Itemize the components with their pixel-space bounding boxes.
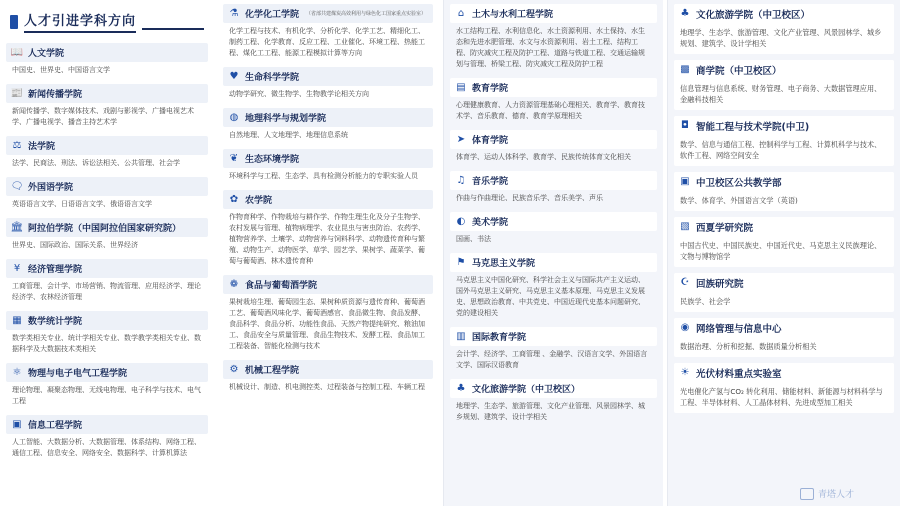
page-title [6,4,208,39]
college-header [223,149,433,168]
college-subtitle: （省部共建煤炭高效利用与绿色化工国家重点实验室） [306,11,427,17]
dna-icon: ♥ [229,70,239,82]
college-section [223,108,433,143]
college-disciplines: 光电催化产氢与CO₂ 转化利用、储能材料、新能源与材料科学与工程、半导体材料、人工晶体材料、先进成型加工相关 [680,387,883,407]
watermark-logo-icon [800,488,814,500]
college-header [6,415,208,434]
leaf-icon: ❦ [229,152,239,164]
college-header [674,318,894,338]
college-name: 教育学院 [472,84,509,94]
college-disciplines: 民族学、社会学 [680,297,731,306]
watermark-text: 青塔人才 [817,490,854,500]
college-section [674,363,894,413]
college-header [6,259,208,278]
college-header [450,130,657,149]
college-header [450,4,657,23]
college-name: 阿拉伯学院（中国阿拉伯国家研究院） [28,224,182,234]
college-name: 外国语学院 [28,183,74,193]
college-section [6,84,208,130]
college-disciplines: 体育学、运动人体科学、教育学、民族传统体育文化相关 [456,153,631,161]
college-header [6,218,208,237]
column-3 [443,0,663,506]
college-name: 文化旅游学院（中卫校区） [472,385,581,395]
college-disciplines: 机械设计、制造、机电测控类、过程装备与控制工程、车辆工程 [229,383,425,391]
music-icon: ♫ [456,174,466,186]
college-disciplines: 化学工程与技术、有机化学、分析化学、化学工艺、精细化工、制药工程、化学教育、反应工程、工业催化、环境工程、热能工程、煤化工工程、能源工程模拟计算等方向 [229,27,425,57]
college-section [223,360,433,395]
college-header [6,363,208,382]
college-name: 文化旅游学院（中卫校区） [696,10,811,21]
college-disciplines: 新闻传播学、数字媒体技术、戏剧与影视学、广播电视艺术学、广播电视学、播音主持艺术学 [12,107,194,126]
bridge-icon: ⌂ [457,7,465,19]
title-underline [142,28,204,30]
college-disciplines: 数学类相关专业、统计学相关专业、数学教学类相关专业、数据科学及大数据技术类相关 [12,334,201,353]
college-section [450,78,657,124]
college-header [223,67,433,86]
college-section [674,172,894,211]
college-disciplines: 马克思主义中国化研究、科学社会主义与国际共产主义运动、国外马克思主义研究、马克思主义基本原理、马克思主义发展史、思想政治教育、中共党史、中国近现代史基本问题研究、党的建设相关 [456,276,645,317]
college-name: 体育学院 [472,136,509,146]
college-name: 食品与葡萄酒学院 [245,281,318,291]
college-section [674,217,894,267]
college-disciplines: 英语语言文学、日语语言文学、俄语语言文学 [12,200,152,208]
college-section [450,253,657,321]
college-header [450,253,657,272]
college-disciplines: 人工智能、大数据分析、大数据管理、体系结构、网络工程、通信工程、信息安全、网络安全、数据科学、计算机算法 [12,438,201,457]
college-name: 商学院（中卫校区） [696,66,782,77]
globe-icon: ◍ [229,111,239,123]
college-name: 化学化工学院 [245,10,300,20]
college-disciplines: 作物育种学、作物栽培与耕作学、作物生理生化及分子生物学、农村发展与管理、植物病理学、农业昆虫与害虫防治、农药学、植物营养学、土壤学、动物营养与饲料科学、动物遗传育种与繁殖、动物生产、动物医学、草学、园艺学、果树学、蔬菜学、葡萄与葡萄酒、林木遗传育种 [229,213,425,265]
grape-icon: ❁ [229,278,239,290]
college-section [450,212,657,247]
college-header [674,363,894,383]
college-section [6,259,208,305]
college-header [6,136,208,155]
column-2 [217,0,439,506]
college-disciplines: 作曲与作曲理论、民族音乐学、音乐美学、声乐 [456,194,603,202]
newspaper-icon: 📰 [10,87,24,99]
college-header [450,212,657,231]
college-disciplines: 动物学研究、微生物学、生物教学论相关方向 [229,90,369,98]
college-section [450,327,657,373]
scroll-icon: ▧ [680,221,690,232]
college-section [6,311,208,357]
college-section [674,318,894,357]
college-section [450,4,657,72]
college-header [450,327,657,346]
college-disciplines: 数学、信息与通信工程、控制科学与工程、计算机科学与技术、软件工程、网络空间安全 [680,140,882,160]
college-header [6,311,208,330]
college-disciplines: 地理学、生态学、旅游管理、文化产业管理、风景园林学、城乡规划、建筑学、设计学相关 [456,402,645,421]
college-name: 生命科学学院 [245,73,300,83]
calculator-icon: ▦ [12,314,22,326]
college-header [6,177,208,196]
palm-icon: ♣ [680,8,690,19]
college-disciplines: 心理健康教育、人力资源管理基础心理相关、教育学、教育技术学、音乐教育、德育、教育学原理相关 [456,101,645,120]
flag-icon: ⚑ [456,256,466,268]
college-section [450,130,657,165]
gavel-icon: ⚖ [12,139,22,151]
college-header [450,78,657,97]
atom-icon: ⚛ [12,366,22,378]
college-name: 机械工程学院 [245,366,300,376]
college-name: 中卫校区公共教学部 [696,178,782,189]
college-header [223,275,433,294]
college-disciplines: 果树栽培生理、葡萄园生态、果树种质资源与遗传育种、葡萄酒工艺、葡萄酒风味化学、葡萄酒感官、食品微生物、食品发酵、食品科学、食品分析、功能性食品、天然产物提纯研究、粮油加工、食品安全与质量管理、食品生物技术、发酵工程、食品加工工程装备、智能化检测与技术 [229,298,425,350]
college-disciplines: 法学、民商法、刑法、诉讼法相关、公共管理、社会学 [12,159,180,167]
college-name: 地理科学与规划学院 [245,114,327,124]
college-header [223,108,433,127]
college-header [674,60,894,80]
college-name: 信息工程学院 [28,421,83,431]
college-disciplines: 理论物理、凝聚态物理、无线电物理、电子科学与技术、电气工程 [12,386,201,405]
college-header [674,172,894,192]
gear-icon: ⚙ [229,363,239,375]
school-icon: ▣ [680,176,690,187]
college-disciplines: 国画、书法 [456,235,491,243]
college-disciplines: 地理学、生态学、旅游管理、文化产业管理、风景园林学、城乡规划、建筑学、设计学相关 [680,28,882,48]
college-disciplines: 中国古代史、中国民族史、中国近代史、马克思主义民族理论、文物与博物馆学 [680,241,882,261]
coin-icon: ¥ [13,262,21,274]
college-name: 人文学院 [28,49,65,59]
college-section [6,415,208,461]
column-4 [667,0,900,506]
college-section [6,177,208,212]
language-icon: 🗨 [10,180,24,192]
title-marker-icon [10,15,18,29]
network-icon: ◉ [680,322,690,333]
college-name: 生态环境学院 [245,155,300,165]
college-section [6,363,208,409]
college-header [6,43,208,62]
college-name: 农学院 [245,196,273,206]
college-name: 土木与水利工程学院 [472,10,554,20]
college-section [6,218,208,253]
college-section [223,190,433,269]
college-name: 国际教育学院 [472,333,527,343]
college-section [450,379,657,425]
college-section [674,60,894,110]
college-section [6,43,208,78]
college-disciplines: 数学、体育学、外国语言文学（英语) [680,196,798,205]
college-name: 法学院 [28,142,56,152]
college-header [450,171,657,190]
college-disciplines: 信息管理与信息系统、财务管理、电子商务、大数据管理应用、金融科技相关 [680,84,882,104]
runner-icon: ➤ [456,133,466,145]
column-3-list [450,4,657,425]
college-name: 光伏材料重点实验室 [696,369,782,380]
book-icon: 📖 [10,46,24,58]
solar-icon: ☀ [680,367,690,378]
college-disciplines: 自然地理、人文地理学、地理信息系统 [229,131,348,139]
college-section [223,275,433,354]
college-header [223,360,433,379]
college-name: 美术学院 [472,218,509,228]
college-name: 马克思主义学院 [472,259,536,269]
robot-icon: ◘ [681,120,689,131]
building-icon: 🏛 [10,221,24,233]
college-disciplines: 数据治理、分析和挖掘、数据质量分析相关 [680,342,817,351]
college-section [674,4,894,54]
college-section [6,136,208,171]
college-name: 新闻传播学院 [28,90,83,100]
sprout-icon: ✿ [229,193,239,205]
college-section [674,273,894,312]
college-header [223,190,433,209]
college-section [223,67,433,102]
college-name: 音乐学院 [472,177,509,187]
college-name: 智能工程与技术学院(中卫) [696,122,810,133]
college-name: 物理与电子电气工程学院 [28,369,128,379]
column-1 [0,0,214,506]
flask-icon: ⚗ [229,7,239,19]
column-1-list [6,43,208,461]
college-header [674,273,894,293]
college-section [674,116,894,166]
college-disciplines: 环境科学与工程、生态学、具有检测分析能力的专职实验人员 [229,172,418,180]
shop-icon: ▩ [680,64,690,75]
college-name: 网络管理与信息中心 [696,324,782,335]
college-header [674,217,894,237]
watermark [800,487,854,500]
college-disciplines: 世界史、国际政治、国际关系、世界经济 [12,241,138,249]
college-section [450,171,657,206]
mosque-icon: ☪ [680,277,690,288]
palm-icon: ♣ [456,382,466,394]
column-4-list [674,4,894,413]
college-header [674,4,894,24]
college-header [6,84,208,103]
column-2-list [223,4,433,395]
college-disciplines: 工商管理、会计学、市场营销、物流管理、应用经济学、理论经济学、农林经济管理 [12,282,201,301]
college-name: 数学统计学院 [28,317,83,327]
college-header [223,4,433,23]
college-disciplines: 会计学、经济学、工商管理 、金融学、汉语言文学、外国语言文学、国际汉语教育 [456,350,648,369]
college-disciplines: 中国史、世界史、中国语言文学 [12,66,110,74]
college-section [223,4,433,61]
book-open-icon: ▤ [456,81,466,93]
college-name: 回族研究院 [696,279,744,290]
college-header [674,116,894,136]
palette-icon: ◐ [456,215,466,227]
college-section [223,149,433,184]
college-name: 经济管理学院 [28,265,83,275]
passport-icon: ▥ [456,330,466,342]
college-header [450,379,657,398]
college-name: 西夏学研究院 [696,223,754,234]
chip-icon: ▣ [12,418,22,430]
college-disciplines: 水工结构工程、水利信息化、水土资源利用、水土保持、水生态和先进水肥管理、水文与水资源利用、岩土工程、结构工程、防灾减灾工程及防护工程、道路与铁道工程、交通运输规划与管理、桥梁工程、防灾减灾工程及防护工程 [456,27,645,68]
page-title-text: 人才引进学科方向 [24,10,136,33]
